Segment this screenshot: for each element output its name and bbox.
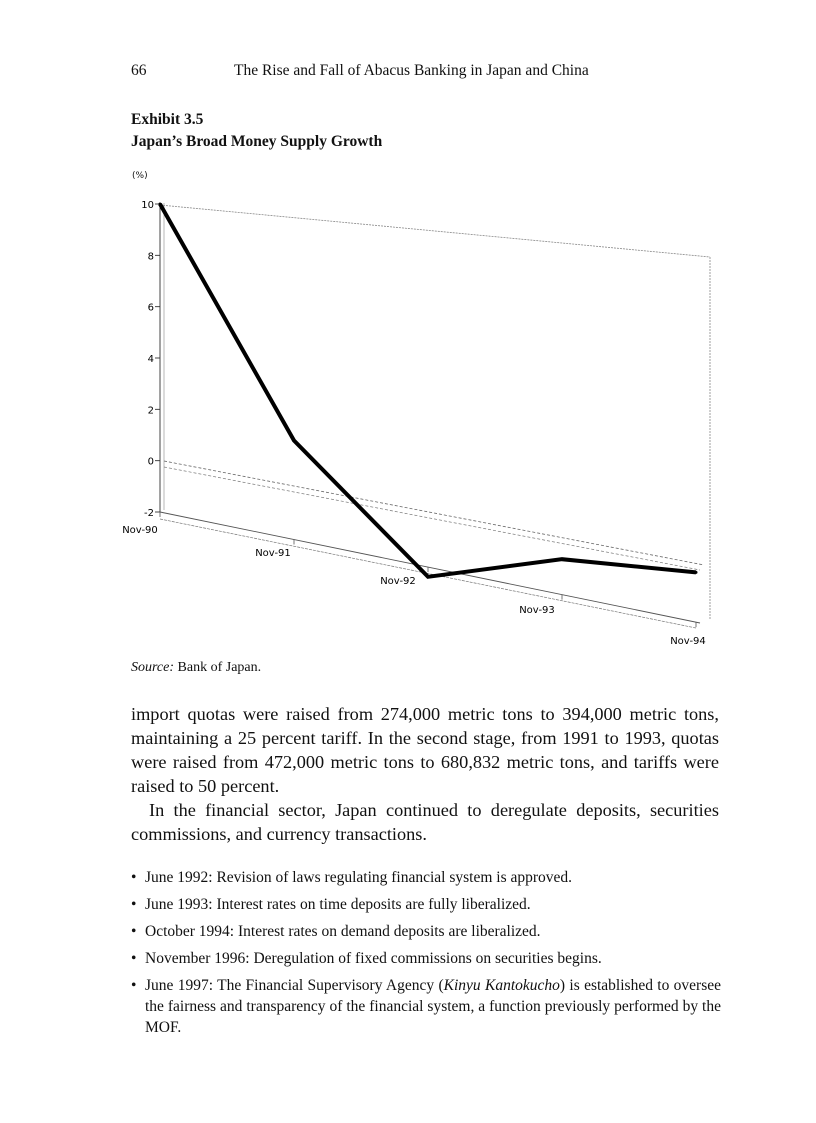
x-tick-label: Nov-92 — [380, 576, 416, 587]
chart-source — [131, 660, 261, 676]
x-tick-label: Nov-93 — [519, 605, 555, 616]
deregulation-list — [131, 867, 721, 1044]
y-tick-label: 4 — [147, 354, 154, 365]
list-item: • November 1996: Deregulation of fixed commissions on securities begins. — [131, 948, 721, 969]
x-tick-label: Nov-94 — [670, 636, 706, 647]
paragraph-1: import quotas were raised from 274,000 metric tons to 394,000 metric tons, maintaining a 25 percent tariff. In the second stage, from 1991 to 1993, quotas were raised from 472,000 metric tons to 680,832 metric tons, and tariffs were raised to 50 percent. — [131, 704, 719, 796]
x-tick-label: Nov-90 — [122, 525, 158, 536]
y-tick-label: 10 — [141, 200, 154, 211]
series-line — [160, 204, 696, 577]
exhibit-label: Exhibit 3.5 — [131, 111, 204, 128]
y-tick-label: 8 — [147, 251, 154, 263]
y-tick-label: -2 — [144, 508, 154, 519]
source-label: Source: — [131, 660, 175, 675]
data-point — [427, 575, 430, 578]
list-item: • October 1994: Interest rates on demand deposits are liberalized. — [131, 921, 721, 942]
page-number: 66 — [131, 62, 147, 79]
y-axis-unit-label: (%) — [132, 171, 148, 181]
running-title: The Rise and Fall of Abacus Banking in Japan and China — [234, 62, 589, 79]
data-point — [695, 571, 698, 574]
y-axis — [141, 200, 160, 519]
y-tick-label: 0 — [147, 456, 154, 468]
list-item-italic: Kinyu Kantokucho — [443, 977, 560, 994]
list-item-text: June 1997: The Financial Supervisory Agency ( — [145, 977, 444, 994]
body-text — [131, 702, 719, 846]
y-tick-label: 6 — [147, 302, 154, 314]
data-point — [159, 203, 162, 206]
series-group — [159, 203, 698, 579]
list-item: • June 1993: Interest rates on time deposits are fully liberalized. — [131, 894, 721, 915]
list-item-text-end: ) is established to oversee the fairness and transparency of the financial system, a function previously performed by the MOF. — [145, 977, 721, 1036]
source-text: Bank of Japan. — [174, 660, 262, 675]
list-item: • June 1992: Revision of laws regulating financial system is approved. — [131, 867, 721, 888]
data-point — [293, 439, 296, 442]
y-tick-label: 2 — [147, 405, 154, 417]
x-axis — [122, 512, 706, 647]
paragraph-2: In the financial sector, Japan continued to deregulate deposits, securities commissions, and currency transactions. — [131, 800, 719, 844]
data-point — [561, 558, 564, 561]
x-tick-label: Nov-91 — [255, 548, 291, 559]
list-item — [131, 975, 721, 1038]
exhibit-title: Japan’s Broad Money Supply Growth — [131, 133, 383, 150]
